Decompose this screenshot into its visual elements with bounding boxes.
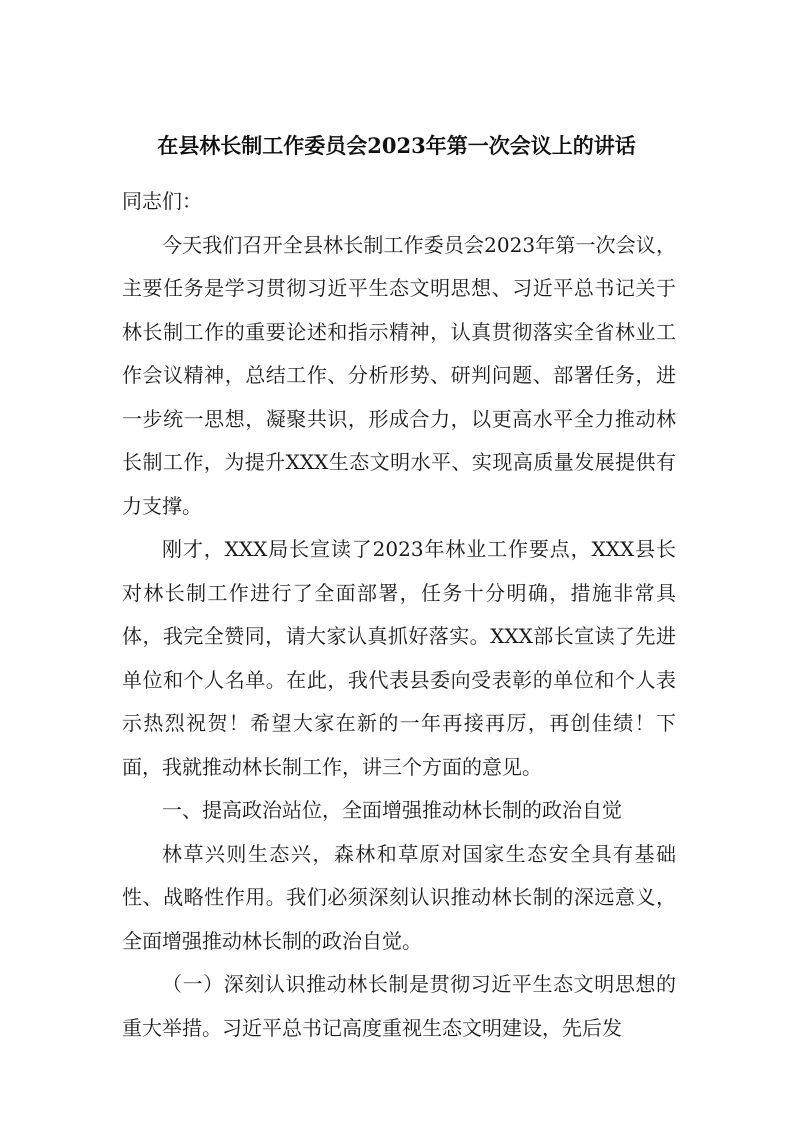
document-title: 在县林长制工作委员会2023年第一次会议上的讲话 [157,133,636,158]
paragraph-opening: 今天我们召开全县林长制工作委员会2023年第一次会议，主要任务是学习贯彻习近平生态文明思想、习近平总书记关于林长制工作的重要论述和指示精神，认真贯彻落实全省林业工作会议精神，总结工作、分析形势、研判问题、部署任务，进一步统一思想，凝聚共识，形成合力，以更高水平全力推动林长制工作，为提升XXX生态文明水平、实现高质量发展提供有力支撑。 [122,232,676,518]
section-heading-1: 一、提高政治站位，全面增强推动林长制的政治自觉 [162,798,622,822]
salutation: 同志们： [122,189,202,213]
subsection-1-paragraph: （一）深刻认识推动林长制是贯彻习近平生态文明思想的重大举措。习近平总书记高度重视生态文明建设，先后发 [122,972,676,1040]
paragraph-section-1-intro: 林草兴则生态兴，森林和草原对国家生态安全具有基础性、战略性作用。我们必须深刻认识推动林长制的深远意义，全面增强推动林长制的政治自觉。 [122,841,676,953]
document-body [122,180,676,1050]
paragraph-review: 刚才，XXX局长宣读了2023年林业工作要点，XXX县长对林长制工作进行了全面部署，任务十分明确，措施非常具体，我完全赞同，请大家认真抓好落实。XXX部长宣读了先进单位和个人名单。在此，我代表县委向受表彰的单位和个人表示热烈祝贺！希望大家在新的一年再接再厉，再创佳绩！下面，我就推动林长制工作，讲三个方面的意见。 [122,537,676,779]
